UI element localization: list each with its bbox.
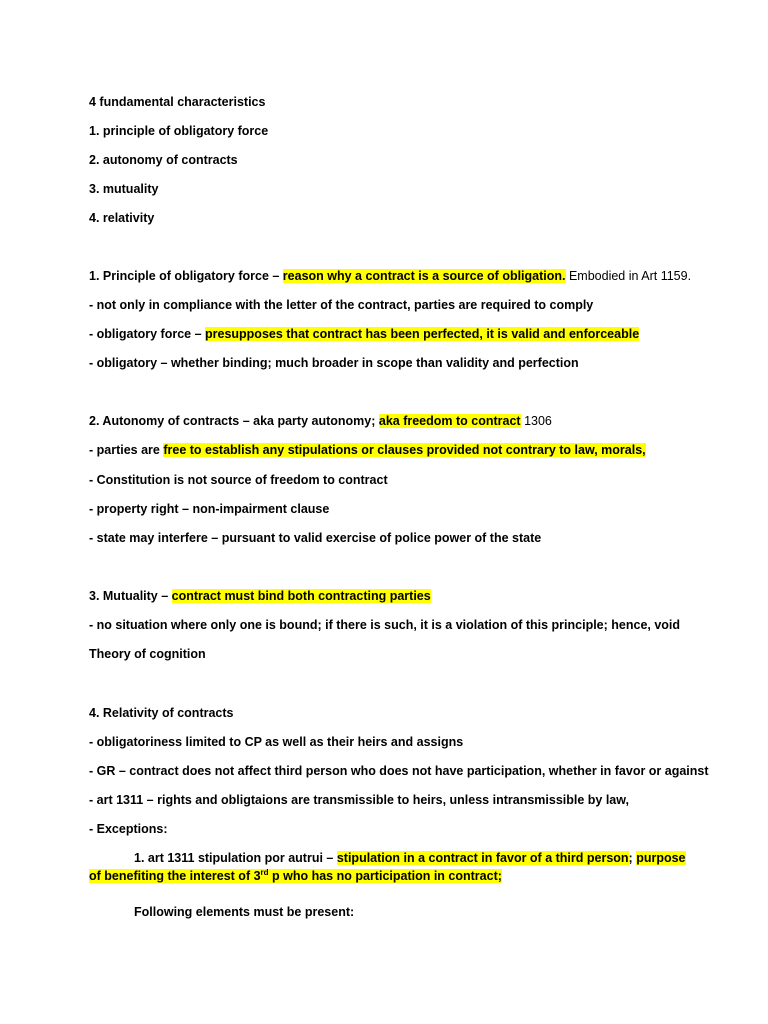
list-item-3: 3. mutuality: [89, 182, 159, 196]
list-item-2: 2. autonomy of contracts: [89, 153, 238, 167]
section-1-bullet-1: - not only in compliance with the letter of the contract, parties are required to comply: [89, 298, 594, 312]
section-4-bullet-2: [89, 763, 709, 779]
section-4-bullet-2-text: – contract does not affect third person who does not have participation, whether in favor or against: [115, 764, 709, 778]
section-2-bullet-3: - property right – non-impairment clause: [89, 502, 330, 516]
section-4-bullet-2-prefix: -: [89, 764, 97, 778]
list-item-4: 4. relativity: [89, 211, 155, 225]
section-3-bullet-2: Theory of cognition: [89, 647, 206, 661]
section-2-bullet-1: [89, 442, 688, 458]
section-2-title: [89, 413, 688, 429]
section-2-title-text: 2. Autonomy of contracts – aka party autonomy;: [89, 414, 379, 428]
exception-1-highlight-1: stipulation in a contract in favor of a third person: [336, 851, 629, 865]
section-1-bullet-2-highlight: presupposes that contract has been perfected, it is valid and enforceable: [205, 327, 640, 341]
section-1-title-tail: Embodied in Art 1159.: [565, 269, 692, 283]
exception-1-highlight-2: purpose: [636, 851, 686, 865]
section-2-bullet-1-text: - parties are: [89, 443, 164, 457]
section-2-bullet-1-highlight: free to establish any stipulations or clauses provided not contrary to law, morals,: [163, 443, 646, 457]
section-3-title-highlight: contract must bind both contracting parties: [171, 589, 431, 603]
section-2-title-highlight: aka freedom to contract: [378, 414, 521, 428]
exception-1-separator: ;: [628, 851, 637, 865]
exception-1-line-2: [89, 868, 688, 884]
section-1-bullet-2: [89, 326, 688, 342]
exception-1-superscript: rd: [260, 867, 269, 877]
section-2-bullet-4: - state may interfere – pursuant to valid exercise of police power of the state: [89, 531, 542, 545]
section-2-title-tail: 1306: [520, 414, 552, 428]
section-1-bullet-3: - obligatory – whether binding; much broader in scope than validity and perfection: [89, 356, 579, 370]
elements-heading: Following elements must be present:: [134, 905, 355, 919]
exception-1-text: 1. art 1311 stipulation por autrui –: [134, 851, 337, 865]
section-4-bullet-4: - Exceptions:: [89, 822, 168, 836]
section-1-title: [89, 268, 692, 284]
exception-1-line-2-highlight-b: p who has no participation in contract;: [268, 869, 502, 883]
section-4-title: 4. Relativity of contracts: [89, 706, 234, 720]
section-3-title-text: 3. Mutuality –: [89, 589, 172, 603]
section-1-title-text: 1. Principle of obligatory force –: [89, 269, 283, 283]
section-3-title: [89, 588, 688, 604]
doc-heading: 4 fundamental characteristics: [89, 95, 266, 109]
list-item-1: 1. principle of obligatory force: [89, 124, 269, 138]
section-4-bullet-3: - art 1311 – rights and obligtaions are transmissible to heirs, unless intransmissible by law,: [89, 793, 629, 807]
section-1-bullet-2-text: - obligatory force –: [89, 327, 205, 341]
section-4-bullet-1: - obligatoriness limited to CP as well as their heirs and assigns: [89, 735, 464, 749]
section-4-bullet-2-gr: GR: [96, 764, 116, 778]
exception-1-line-2-highlight-a: of benefiting the interest of 3: [89, 869, 261, 883]
section-3-bullet-1: - no situation where only one is bound; if there is such, it is a violation of this principle; hence, void: [89, 618, 681, 632]
section-2-bullet-2: - Constitution is not source of freedom to contract: [89, 473, 388, 487]
exception-1-line-1: [134, 850, 688, 866]
section-1-title-highlight: reason why a contract is a source of obligation.: [282, 269, 566, 283]
